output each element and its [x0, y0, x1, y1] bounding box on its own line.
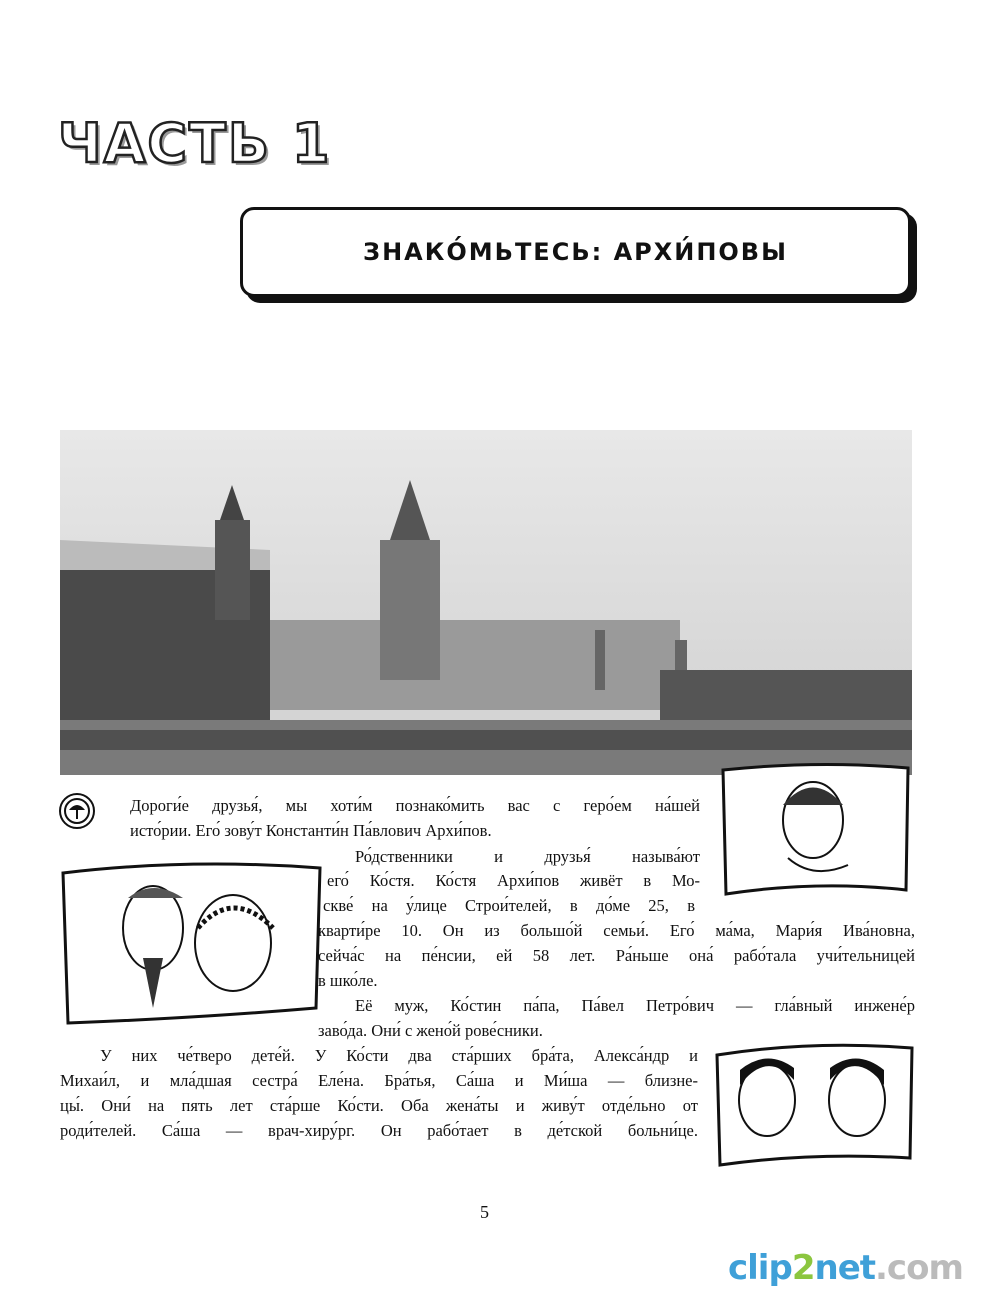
watermark-part: net — [814, 1248, 876, 1288]
text-line: скве́ на у́лице Строи́телей, в до́ме 25, в — [323, 896, 695, 915]
text-line: роди́телей. Са́ша — врач-хиру́рг. Он рабо́тает в де́тской больни́це. — [60, 1121, 698, 1140]
text-line: Дороги́е друзья́, мы хоти́м познако́мить вас с геро́ем на́шей — [130, 796, 700, 815]
watermark-part: clip — [728, 1248, 792, 1288]
text-line: в шко́ле. — [318, 971, 378, 990]
text-line: Михаи́л, и мла́дшая сестра́ Еле́на. Бра́тья, Са́ша и Ми́ша — близне- — [60, 1071, 698, 1090]
text-line: цы́. Они́ на пять лет ста́рше Ко́сти. Оба жена́ты и живу́т отде́льно от — [60, 1096, 698, 1115]
text-line: его́ Ко́стя. Ко́стя Архи́пов живёт в Мо- — [327, 871, 700, 890]
audio-icon — [58, 792, 96, 830]
cartoon-twins — [712, 1040, 917, 1168]
chapter-title-box — [240, 207, 911, 297]
text-line: Ро́дственники и друзья́ называ́ют — [355, 847, 700, 866]
kremlin-photo — [60, 430, 912, 775]
text-line: У них че́тверо дете́й. У Ко́сти два ста́рших бра́та, Алекса́ндр и — [100, 1046, 698, 1065]
page-number: 5 — [480, 1202, 489, 1222]
cartoon-kostya — [718, 760, 913, 898]
text-line: Её муж, Ко́стин па́па, Па́вел Петро́вич — гла́вный инжене́р — [355, 996, 915, 1015]
chapter-title: ЗНАКО́МЬТЕСЬ: АРХИ́ПОВЫ — [363, 238, 788, 266]
watermark-logo — [728, 1248, 963, 1288]
text-line: сейча́с на пе́нсии, ей 58 лет. Ра́ньше она́ рабо́тала учи́тельницей — [318, 946, 915, 965]
watermark-part: .com — [875, 1248, 963, 1288]
text-line: заво́да. Они́ с жено́й рове́сники. — [318, 1021, 543, 1040]
watermark-part: 2 — [791, 1248, 815, 1288]
text-line: кварти́ре 10. Он из большо́й семьи́. Его́ ма́ма, Мари́я Ива́новна, — [318, 921, 915, 940]
cartoon-parents — [58, 858, 323, 1028]
text-line: исто́рии. Его́ зову́т Константи́н Па́влович Архи́пов. — [130, 821, 492, 840]
part-title: ЧАСТЬ 1 — [58, 112, 332, 175]
